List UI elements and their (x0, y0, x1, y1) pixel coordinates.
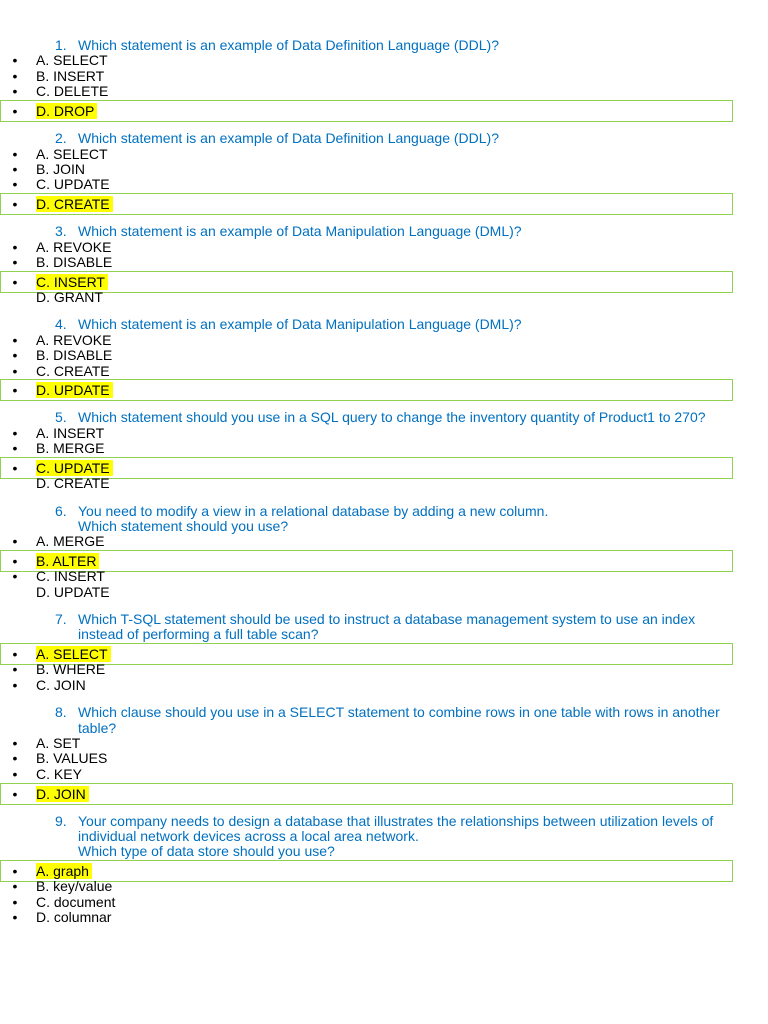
option-label: B. DISABLE (36, 347, 113, 364)
question-number: 9. (55, 812, 67, 829)
question-number: 8. (55, 704, 67, 721)
answer-option (0, 147, 733, 162)
highlighted-answer: A. SELECT (36, 646, 111, 662)
answer-option (0, 240, 733, 255)
highlighted-answer: D. DROP (36, 103, 97, 119)
option-label: D. columnar (36, 909, 112, 926)
highlighted-answer: A. graph (36, 863, 92, 879)
bullet-icon: • (12, 440, 18, 457)
option-label (36, 785, 89, 803)
option-label: A. SET (36, 734, 81, 751)
question-line: Which statement is an example of Data Definition Language (DDL)? (78, 37, 499, 53)
bullet-icon: • (12, 67, 18, 84)
option-label: C. document (36, 893, 116, 910)
answer-option (0, 162, 733, 177)
bullet-icon: • (12, 160, 18, 177)
question-line: Which statement is an example of Data Definition Language (DDL)? (78, 130, 499, 147)
answer-option (0, 177, 733, 192)
question-line: table? (78, 719, 117, 736)
answer-option (0, 895, 733, 910)
bullet-icon: • (12, 568, 18, 585)
answer-option (0, 364, 733, 379)
bullet-icon: • (12, 676, 18, 693)
option-label: C. JOIN (36, 676, 86, 693)
option-label: B. MERGE (36, 440, 105, 457)
bullet-icon: • (12, 909, 18, 926)
bullet-icon: • (12, 145, 18, 162)
answer-option (0, 333, 733, 348)
option-label: C. KEY (36, 765, 82, 782)
option-label (36, 195, 113, 213)
answer-option (0, 910, 733, 925)
question-line: individual network devices across a local area network. (78, 828, 419, 844)
question-number: 7. (55, 611, 67, 627)
option-label: B. key/value (36, 878, 113, 895)
bullet-icon: • (12, 83, 18, 100)
answer-option (0, 736, 733, 751)
bullet-icon: • (12, 347, 18, 364)
highlighted-answer: C. UPDATE (36, 460, 113, 476)
option-label: D. UPDATE (36, 583, 110, 600)
option-label (36, 102, 97, 120)
bullet-icon: • (12, 533, 18, 550)
option-label: B. JOIN (36, 160, 86, 177)
question-number: 6. (55, 502, 67, 519)
bullet-icon: • (12, 196, 18, 213)
option-label: B. INSERT (36, 67, 105, 84)
bullet-icon: • (12, 878, 18, 895)
question-line: Your company needs to design a database that illustrates the relationships between utilization levels of (78, 812, 714, 829)
question-number: 3. (55, 223, 67, 240)
option-label: D. GRANT (36, 288, 103, 305)
bullet-icon: • (12, 785, 18, 802)
answer-option (0, 678, 733, 693)
answer-option (0, 290, 733, 305)
bullet-icon: • (12, 238, 18, 255)
option-label: B. VALUES (36, 750, 108, 767)
answer-option (0, 534, 733, 549)
option-label: A. MERGE (36, 533, 105, 550)
bullet-icon: • (12, 273, 18, 290)
correct-answer-option (0, 783, 733, 805)
answer-option (0, 476, 733, 491)
answer-option (0, 879, 733, 894)
option-label: C. CREATE (36, 362, 110, 379)
answer-option (0, 426, 733, 441)
correct-answer-option (0, 100, 733, 122)
question-line: Which clause should you use in a SELECT statement to combine rows in one table with rows in another (78, 704, 720, 721)
option-label: C. INSERT (36, 568, 105, 585)
highlighted-answer: D. UPDATE (36, 382, 113, 398)
highlighted-answer: D. CREATE (36, 196, 113, 212)
bullet-icon: • (12, 103, 18, 120)
question-number: 5. (55, 409, 67, 426)
bullet-icon: • (12, 893, 18, 910)
correct-answer-option (0, 379, 733, 401)
answer-option (0, 662, 733, 677)
bullet-icon: • (12, 331, 18, 348)
question-line: Which T-SQL statement should be used to instruct a database management system to use an index (78, 611, 696, 627)
answer-option (0, 767, 733, 782)
option-label: B. WHERE (36, 661, 106, 678)
question-line: instead of performing a full table scan? (78, 626, 319, 643)
answer-option (0, 53, 733, 68)
option-label: C. DELETE (36, 83, 109, 100)
bullet-icon: • (12, 382, 18, 399)
answer-option (0, 441, 733, 456)
highlighted-answer: D. JOIN (36, 786, 89, 802)
option-label: A. INSERT (36, 424, 105, 441)
option-label: A. SELECT (36, 52, 108, 69)
question-number: 4. (55, 316, 67, 333)
question-line: You need to modify a view in a relational database by adding a new column. (78, 502, 549, 519)
bullet-icon: • (12, 734, 18, 751)
bullet-icon: • (12, 424, 18, 441)
question-number: 2. (55, 130, 67, 147)
bullet-icon: • (12, 176, 18, 193)
option-label: B. DISABLE (36, 254, 113, 270)
option-label: A. SELECT (36, 145, 108, 162)
bullet-icon: • (12, 52, 18, 69)
question-line: Which statement is an example of Data Manipulation Language (DML)? (78, 223, 522, 240)
option-label: A. REVOKE (36, 238, 112, 255)
answer-option (0, 69, 733, 84)
question-line: Which statement is an example of Data Manipulation Language (DML)? (78, 316, 522, 333)
bullet-icon: • (12, 750, 18, 767)
bullet-icon: • (12, 553, 18, 570)
answer-option (0, 569, 733, 584)
answer-option (0, 255, 733, 270)
answer-option (0, 585, 733, 600)
question-number: 1. (55, 37, 67, 53)
answer-option (0, 84, 733, 99)
option-label: D. CREATE (36, 475, 110, 492)
answer-option (0, 348, 733, 363)
bullet-icon: • (12, 661, 18, 678)
question-line: Which statement should you use? (78, 517, 289, 534)
bullet-icon: • (12, 646, 18, 663)
option-label: C. UPDATE (36, 176, 110, 193)
bullet-icon: • (12, 460, 18, 477)
option-label: A. REVOKE (36, 331, 112, 348)
highlighted-answer: B. ALTER (36, 553, 99, 569)
bullet-icon: • (12, 254, 18, 270)
highlighted-answer: C. INSERT (36, 274, 108, 290)
answer-option (0, 751, 733, 766)
bullet-icon: • (12, 863, 18, 880)
bullet-icon: • (12, 362, 18, 379)
correct-answer-option (0, 193, 733, 215)
option-label (36, 381, 113, 399)
question-line: Which statement should you use in a SQL query to change the inventory quantity of Product1 to 270? (78, 409, 706, 426)
question-line: Which type of data store should you use? (78, 843, 335, 860)
bullet-icon: • (12, 765, 18, 782)
